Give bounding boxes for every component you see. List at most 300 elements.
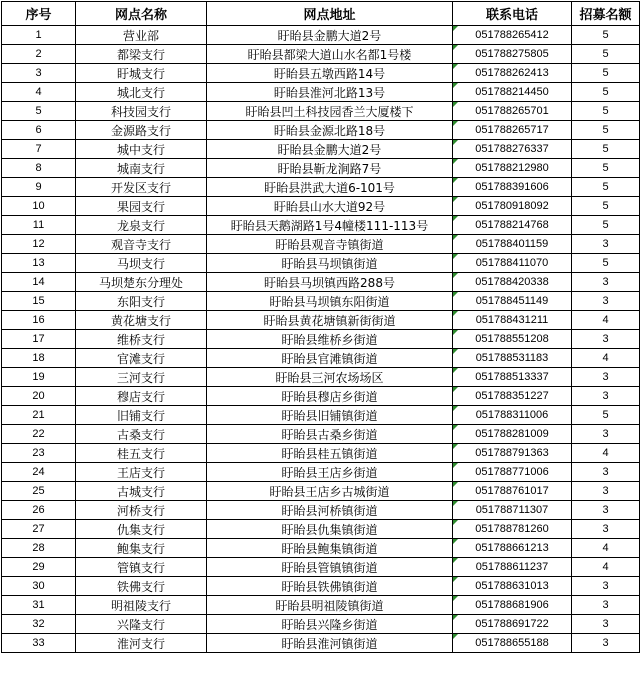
cell-branch-name-text: 三河支行 xyxy=(116,370,165,385)
cell-phone-text: 051788655188 xyxy=(475,637,549,649)
cell-quota-text: 5 xyxy=(602,67,609,79)
cell-branch-address-text: 盱眙县观音寺镇街道 xyxy=(275,237,384,252)
cell-quota xyxy=(572,615,640,634)
header-serial: 序号 xyxy=(2,2,76,26)
cell-phone-text: 051788275805 xyxy=(475,48,549,60)
cell-branch-address-text: 盱眙县旧铺镇街道 xyxy=(281,408,378,423)
table-row xyxy=(2,26,640,45)
cell-serial xyxy=(2,482,76,501)
cell-serial xyxy=(2,463,76,482)
cell-quota-text: 3 xyxy=(602,637,609,649)
cell-quota xyxy=(572,159,640,178)
table-row xyxy=(2,292,640,311)
cell-quota xyxy=(572,45,640,64)
cell-phone-text: 051788265717 xyxy=(475,124,549,136)
cell-quota xyxy=(572,463,640,482)
cell-branch-address xyxy=(207,140,453,159)
cell-quota-text: 3 xyxy=(602,276,609,288)
text-number-flag-icon xyxy=(453,368,458,373)
cell-branch-address xyxy=(207,102,453,121)
cell-phone-text: 051788691722 xyxy=(475,618,549,630)
cell-serial-text: 28 xyxy=(32,542,45,554)
cell-serial xyxy=(2,26,76,45)
cell-quota-text: 3 xyxy=(602,599,609,611)
cell-branch-name xyxy=(76,463,207,482)
cell-quota-text: 5 xyxy=(602,29,609,41)
cell-serial xyxy=(2,349,76,368)
cell-branch-address-text: 盱眙县金源北路18号 xyxy=(273,123,386,138)
cell-phone-text: 051788681906 xyxy=(475,599,549,611)
cell-quota-text: 5 xyxy=(602,143,609,155)
cell-serial xyxy=(2,520,76,539)
cell-phone-text: 051788451149 xyxy=(475,295,549,307)
text-number-flag-icon xyxy=(453,292,458,297)
cell-branch-name xyxy=(76,64,207,83)
cell-phone xyxy=(453,64,572,83)
cell-branch-address-text: 盱眙县仇集镇街道 xyxy=(281,522,378,537)
cell-phone-text: 051788513337 xyxy=(475,371,549,383)
text-number-flag-icon xyxy=(453,482,458,487)
cell-branch-name xyxy=(76,406,207,425)
cell-quota-text: 3 xyxy=(602,504,609,516)
cell-branch-name-text: 都梁支行 xyxy=(116,47,165,62)
cell-branch-address-text: 盱眙县山水大道92号 xyxy=(273,199,386,214)
cell-serial-text: 25 xyxy=(32,485,45,497)
cell-branch-name xyxy=(76,83,207,102)
header-row xyxy=(2,2,640,26)
cell-serial-text: 16 xyxy=(32,314,45,326)
text-number-flag-icon xyxy=(453,102,458,107)
cell-branch-name-text: 明祖陵支行 xyxy=(110,598,171,613)
cell-phone-text: 051788661213 xyxy=(475,542,549,554)
cell-branch-address xyxy=(207,216,453,235)
cell-branch-name-text: 金源路支行 xyxy=(110,123,171,138)
text-number-flag-icon xyxy=(453,178,458,183)
cell-branch-name-text: 古桑支行 xyxy=(116,427,165,442)
cell-quota-text: 3 xyxy=(602,466,609,478)
cell-phone xyxy=(453,520,572,539)
cell-branch-address xyxy=(207,254,453,273)
cell-branch-address xyxy=(207,311,453,330)
cell-serial-text: 4 xyxy=(35,86,42,98)
text-number-flag-icon xyxy=(453,140,458,145)
cell-quota-text: 5 xyxy=(602,162,609,174)
cell-serial xyxy=(2,273,76,292)
cell-serial xyxy=(2,558,76,577)
table-row xyxy=(2,254,640,273)
table-row xyxy=(2,406,640,425)
cell-branch-address xyxy=(207,83,453,102)
cell-branch-address xyxy=(207,406,453,425)
cell-phone-text: 051788711307 xyxy=(475,504,549,516)
cell-branch-address xyxy=(207,349,453,368)
cell-branch-address xyxy=(207,121,453,140)
cell-quota xyxy=(572,311,640,330)
cell-quota-text: 4 xyxy=(602,561,609,573)
cell-branch-name-text: 科技园支行 xyxy=(110,104,171,119)
cell-branch-name xyxy=(76,311,207,330)
cell-phone-text: 051788311006 xyxy=(475,409,549,421)
cell-quota-text: 5 xyxy=(602,86,609,98)
cell-phone xyxy=(453,577,572,596)
cell-quota xyxy=(572,254,640,273)
table-row xyxy=(2,216,640,235)
text-number-flag-icon xyxy=(453,330,458,335)
cell-serial xyxy=(2,45,76,64)
table-row xyxy=(2,596,640,615)
cell-quota-text: 3 xyxy=(602,428,609,440)
table-row xyxy=(2,482,640,501)
cell-branch-name-text: 王店支行 xyxy=(116,465,165,480)
table-row xyxy=(2,311,640,330)
cell-serial-text: 14 xyxy=(32,276,45,288)
cell-branch-name xyxy=(76,121,207,140)
text-number-flag-icon xyxy=(453,216,458,221)
cell-branch-address-text: 盱眙县官滩镇街道 xyxy=(281,351,378,366)
cell-branch-address-text: 盱眙县马坝镇西路288号 xyxy=(264,275,395,290)
cell-quota xyxy=(572,444,640,463)
text-number-flag-icon xyxy=(453,121,458,126)
cell-branch-name-text: 城南支行 xyxy=(116,161,165,176)
table-row xyxy=(2,425,640,444)
cell-quota-text: 3 xyxy=(602,523,609,535)
table-row xyxy=(2,501,640,520)
cell-serial-text: 26 xyxy=(32,504,45,516)
header-branch-address: 网点地址 xyxy=(207,2,453,26)
text-number-flag-icon xyxy=(453,197,458,202)
table-row xyxy=(2,634,640,653)
cell-phone-text: 051788351227 xyxy=(475,390,549,402)
cell-branch-name-text: 古城支行 xyxy=(116,484,165,499)
cell-quota-text: 3 xyxy=(602,295,609,307)
cell-branch-address xyxy=(207,539,453,558)
text-number-flag-icon xyxy=(453,64,458,69)
cell-branch-name xyxy=(76,615,207,634)
text-number-flag-icon xyxy=(453,501,458,506)
cell-branch-address xyxy=(207,634,453,653)
cell-serial xyxy=(2,64,76,83)
text-number-flag-icon xyxy=(453,159,458,164)
cell-branch-address xyxy=(207,577,453,596)
table-body xyxy=(2,26,640,653)
cell-branch-name xyxy=(76,45,207,64)
cell-phone xyxy=(453,368,572,387)
cell-serial-text: 8 xyxy=(35,162,42,174)
cell-phone-text: 051788411070 xyxy=(475,257,549,269)
cell-branch-address xyxy=(207,444,453,463)
cell-phone-text: 051788391606 xyxy=(475,181,549,193)
cell-serial xyxy=(2,615,76,634)
cell-branch-name-text: 马坝楚东分理处 xyxy=(98,275,183,290)
table-row xyxy=(2,615,640,634)
cell-serial-text: 7 xyxy=(35,143,42,155)
cell-quota-text: 4 xyxy=(602,352,609,364)
cell-quota xyxy=(572,539,640,558)
cell-quota-text: 5 xyxy=(602,200,609,212)
text-number-flag-icon xyxy=(453,349,458,354)
cell-phone xyxy=(453,482,572,501)
cell-branch-address-text: 盱眙县凹土科技园香兰大厦楼下 xyxy=(245,104,414,119)
cell-phone-text: 051788531183 xyxy=(475,352,549,364)
cell-branch-name xyxy=(76,159,207,178)
cell-serial-text: 1 xyxy=(35,29,42,41)
cell-branch-name-text: 城中支行 xyxy=(116,142,165,157)
cell-phone xyxy=(453,634,572,653)
cell-phone xyxy=(453,387,572,406)
cell-serial xyxy=(2,596,76,615)
cell-quota xyxy=(572,102,640,121)
cell-branch-address-text: 盱眙县都梁大道山水名都1号楼 xyxy=(247,47,412,62)
cell-branch-address-text: 盱眙县马坝镇东阳街道 xyxy=(269,294,390,309)
cell-branch-address-text: 盱眙县三河农场场区 xyxy=(275,370,384,385)
cell-serial xyxy=(2,311,76,330)
cell-phone-text: 051788401159 xyxy=(475,238,549,250)
cell-quota-text: 5 xyxy=(602,257,609,269)
text-number-flag-icon xyxy=(453,444,458,449)
cell-branch-name-text: 黄花塘支行 xyxy=(110,313,171,328)
table-row xyxy=(2,349,640,368)
cell-branch-address xyxy=(207,425,453,444)
cell-quota-text: 4 xyxy=(602,447,609,459)
cell-phone xyxy=(453,444,572,463)
cell-serial-text: 23 xyxy=(32,447,45,459)
cell-serial-text: 30 xyxy=(32,580,45,592)
cell-serial-text: 9 xyxy=(35,181,42,193)
table-row xyxy=(2,577,640,596)
cell-quota-text: 3 xyxy=(602,580,609,592)
cell-branch-address-text: 盱眙县河桥镇街道 xyxy=(281,503,378,518)
cell-branch-address xyxy=(207,330,453,349)
cell-serial xyxy=(2,444,76,463)
cell-phone-text: 051788431211 xyxy=(475,314,549,326)
cell-phone xyxy=(453,102,572,121)
cell-quota-text: 5 xyxy=(602,48,609,60)
cell-serial xyxy=(2,254,76,273)
cell-branch-name-text: 兴隆支行 xyxy=(116,617,165,632)
cell-phone xyxy=(453,615,572,634)
cell-branch-name-text: 桂五支行 xyxy=(116,446,165,461)
cell-branch-address xyxy=(207,292,453,311)
cell-branch-name xyxy=(76,444,207,463)
cell-branch-address xyxy=(207,520,453,539)
table-row xyxy=(2,387,640,406)
cell-phone-text: 051788420338 xyxy=(475,276,549,288)
cell-quota xyxy=(572,349,640,368)
cell-branch-address xyxy=(207,463,453,482)
cell-branch-address-text: 盱眙县马坝镇街道 xyxy=(281,256,378,271)
cell-branch-name xyxy=(76,425,207,444)
text-number-flag-icon xyxy=(453,83,458,88)
cell-branch-name xyxy=(76,178,207,197)
cell-branch-address xyxy=(207,45,453,64)
cell-quota xyxy=(572,216,640,235)
cell-branch-name xyxy=(76,330,207,349)
text-number-flag-icon xyxy=(453,26,458,31)
cell-serial-text: 18 xyxy=(32,352,45,364)
table-row xyxy=(2,444,640,463)
cell-serial-text: 19 xyxy=(32,371,45,383)
cell-phone xyxy=(453,235,572,254)
cell-serial-text: 32 xyxy=(32,618,45,630)
cell-serial xyxy=(2,178,76,197)
cell-branch-address-text: 盱眙县明祖陵镇街道 xyxy=(275,598,384,613)
cell-branch-name xyxy=(76,140,207,159)
cell-phone xyxy=(453,159,572,178)
cell-serial-text: 22 xyxy=(32,428,45,440)
cell-quota xyxy=(572,292,640,311)
table-row xyxy=(2,273,640,292)
text-number-flag-icon xyxy=(453,254,458,259)
cell-branch-name-text: 开发区支行 xyxy=(110,180,171,195)
cell-branch-name-text: 管镇支行 xyxy=(116,560,165,575)
cell-quota-text: 3 xyxy=(602,485,609,497)
cell-branch-address-text: 盱眙县黄花塘镇新街街道 xyxy=(263,313,396,328)
cell-branch-address xyxy=(207,197,453,216)
cell-serial-text: 31 xyxy=(32,599,45,611)
cell-serial-text: 15 xyxy=(32,295,45,307)
cell-phone xyxy=(453,539,572,558)
cell-serial xyxy=(2,501,76,520)
cell-serial-text: 5 xyxy=(35,105,42,117)
cell-quota xyxy=(572,482,640,501)
cell-branch-name-text: 穆店支行 xyxy=(116,389,165,404)
cell-quota xyxy=(572,406,640,425)
cell-phone xyxy=(453,273,572,292)
cell-phone xyxy=(453,330,572,349)
cell-phone-text: 051788781260 xyxy=(475,523,549,535)
cell-serial xyxy=(2,406,76,425)
cell-branch-name xyxy=(76,634,207,653)
cell-quota-text: 3 xyxy=(602,238,609,250)
cell-phone xyxy=(453,311,572,330)
cell-serial xyxy=(2,216,76,235)
cell-branch-name-text: 东阳支行 xyxy=(116,294,165,309)
table-row xyxy=(2,83,640,102)
cell-branch-address-text: 盱眙县维桥乡街道 xyxy=(281,332,378,347)
cell-phone-text: 051788631013 xyxy=(475,580,549,592)
cell-quota xyxy=(572,140,640,159)
text-number-flag-icon xyxy=(453,273,458,278)
cell-quota xyxy=(572,501,640,520)
cell-phone-text: 051788214450 xyxy=(475,86,549,98)
cell-quota-text: 5 xyxy=(602,181,609,193)
cell-phone-text: 051788771006 xyxy=(475,466,549,478)
cell-quota xyxy=(572,83,640,102)
cell-branch-name xyxy=(76,482,207,501)
cell-phone-text: 051788265701 xyxy=(475,105,549,117)
table-row xyxy=(2,159,640,178)
cell-quota xyxy=(572,520,640,539)
cell-quota xyxy=(572,558,640,577)
cell-quota-text: 3 xyxy=(602,618,609,630)
cell-serial-text: 33 xyxy=(32,637,45,649)
table-row xyxy=(2,539,640,558)
cell-serial-text: 10 xyxy=(32,200,45,212)
cell-branch-name-text: 城北支行 xyxy=(116,85,165,100)
cell-phone xyxy=(453,121,572,140)
cell-phone xyxy=(453,292,572,311)
cell-phone xyxy=(453,501,572,520)
cell-branch-address xyxy=(207,368,453,387)
cell-branch-name-text: 鲍集支行 xyxy=(116,541,165,556)
cell-branch-address-text: 盱眙县靳龙涧路7号 xyxy=(277,161,382,176)
cell-branch-name xyxy=(76,273,207,292)
cell-branch-name xyxy=(76,596,207,615)
cell-serial-text: 17 xyxy=(32,333,45,345)
cell-branch-name xyxy=(76,539,207,558)
text-number-flag-icon xyxy=(453,539,458,544)
cell-branch-name xyxy=(76,254,207,273)
cell-serial-text: 13 xyxy=(32,257,45,269)
cell-branch-address xyxy=(207,64,453,83)
cell-serial xyxy=(2,425,76,444)
cell-quota-text: 5 xyxy=(602,409,609,421)
cell-branch-address-text: 盱眙县淮河镇街道 xyxy=(281,636,378,651)
cell-phone-text: 051788761017 xyxy=(475,485,549,497)
cell-serial xyxy=(2,292,76,311)
table-row xyxy=(2,178,640,197)
cell-branch-name xyxy=(76,558,207,577)
cell-serial xyxy=(2,197,76,216)
cell-quota xyxy=(572,368,640,387)
cell-branch-name-text: 维桥支行 xyxy=(116,332,165,347)
cell-branch-address-text: 盱眙县金鹏大道2号 xyxy=(277,142,382,157)
text-number-flag-icon xyxy=(453,311,458,316)
cell-quota-text: 5 xyxy=(602,124,609,136)
cell-branch-address-text: 盱眙县金鹏大道2号 xyxy=(277,28,382,43)
cell-serial-text: 6 xyxy=(35,124,42,136)
header-quota: 招募名额 xyxy=(572,2,640,26)
text-number-flag-icon xyxy=(453,406,458,411)
cell-branch-address-text: 盱眙县古桑乡街道 xyxy=(281,427,378,442)
cell-branch-address xyxy=(207,596,453,615)
cell-serial xyxy=(2,235,76,254)
cell-branch-name xyxy=(76,216,207,235)
cell-branch-address xyxy=(207,482,453,501)
cell-quota xyxy=(572,26,640,45)
table-row xyxy=(2,45,640,64)
cell-phone xyxy=(453,463,572,482)
text-number-flag-icon xyxy=(453,45,458,50)
text-number-flag-icon xyxy=(453,520,458,525)
cell-phone-text: 051788212980 xyxy=(475,162,549,174)
cell-branch-name-text: 营业部 xyxy=(122,28,159,43)
cell-phone xyxy=(453,558,572,577)
cell-serial-text: 12 xyxy=(32,238,45,250)
cell-branch-name xyxy=(76,292,207,311)
text-number-flag-icon xyxy=(453,387,458,392)
cell-serial-text: 24 xyxy=(32,466,45,478)
cell-branch-name xyxy=(76,349,207,368)
table-row xyxy=(2,140,640,159)
cell-serial-text: 21 xyxy=(32,409,45,421)
cell-branch-address-text: 盱眙县桂五镇街道 xyxy=(281,446,378,461)
cell-quota xyxy=(572,387,640,406)
cell-quota xyxy=(572,121,640,140)
cell-phone xyxy=(453,140,572,159)
cell-quota-text: 3 xyxy=(602,390,609,402)
table-row xyxy=(2,368,640,387)
cell-branch-name xyxy=(76,501,207,520)
cell-quota xyxy=(572,197,640,216)
header-branch-name: 网点名称 xyxy=(76,2,207,26)
cell-phone-text: 051788262413 xyxy=(475,67,549,79)
cell-serial xyxy=(2,577,76,596)
cell-serial xyxy=(2,102,76,121)
cell-branch-name xyxy=(76,387,207,406)
cell-branch-name-text: 观音寺支行 xyxy=(110,237,171,252)
text-number-flag-icon xyxy=(453,558,458,563)
